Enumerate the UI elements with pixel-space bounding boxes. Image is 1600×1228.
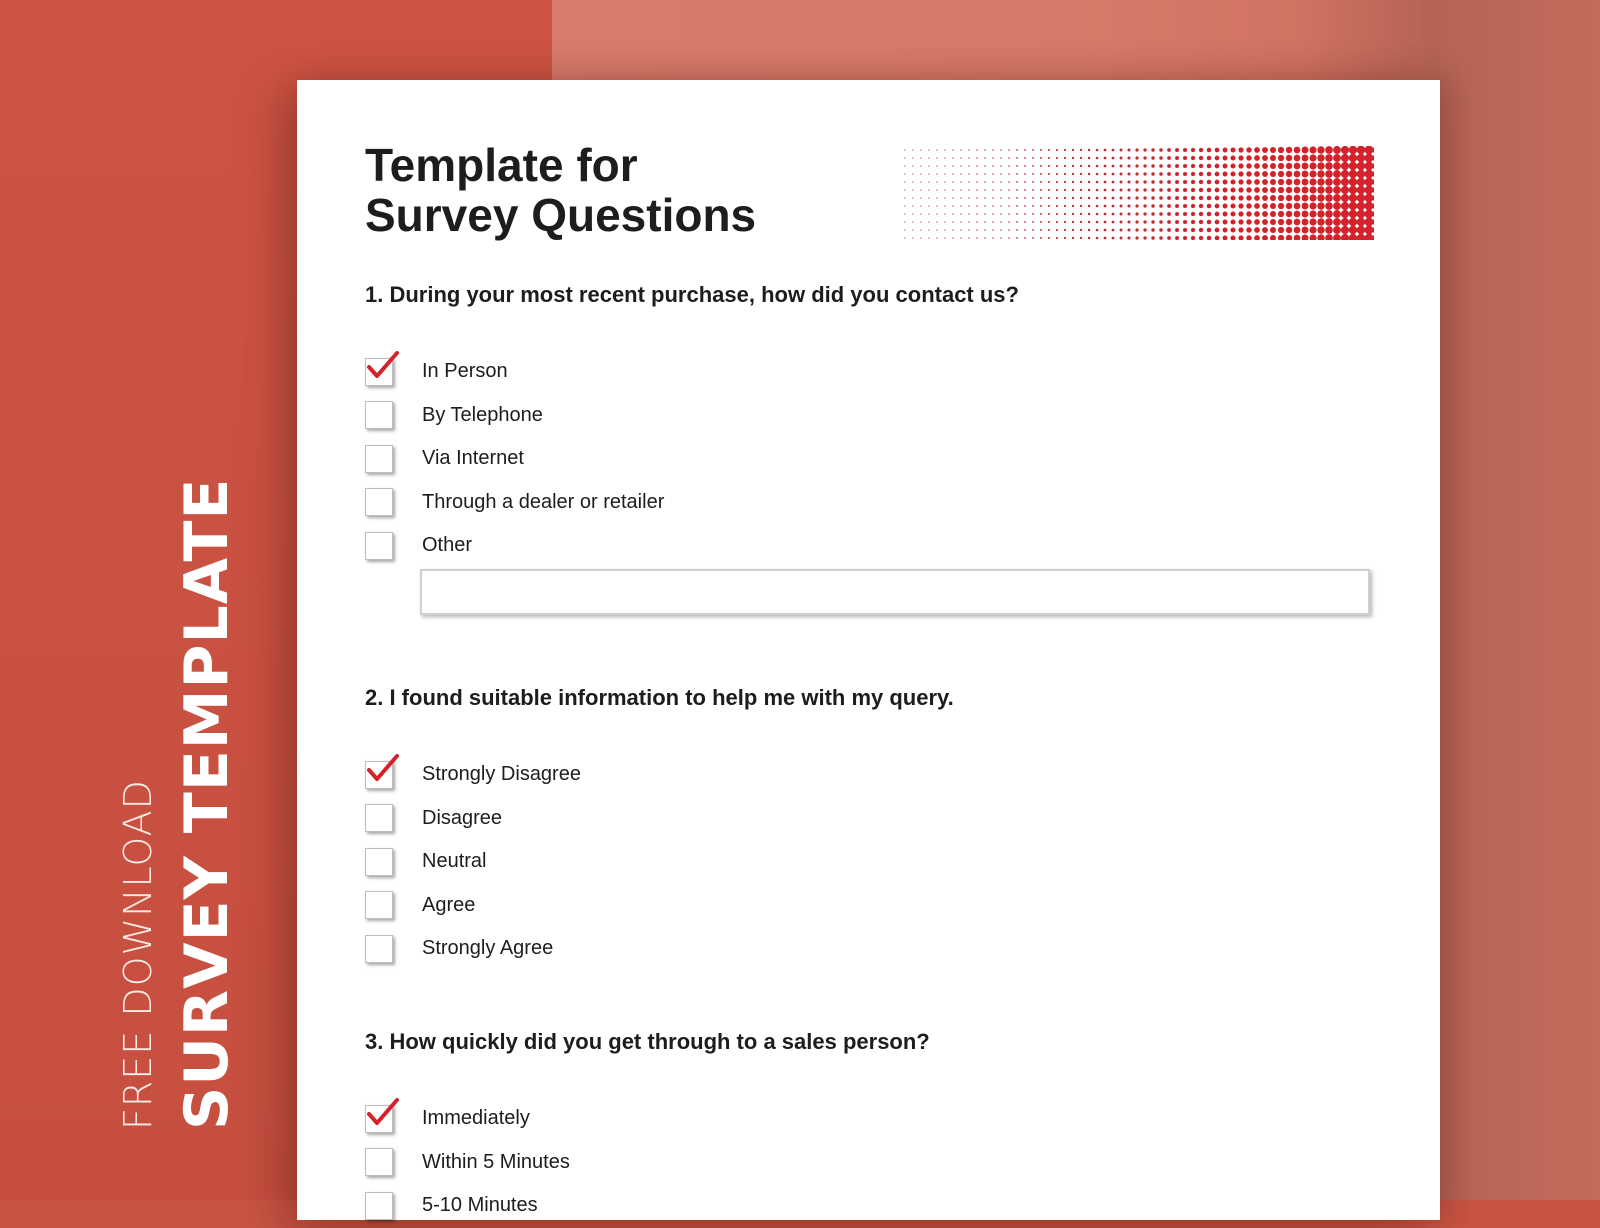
- side-banner: [60, 0, 320, 1130]
- question-3: 3. How quickly did you get through to a sales person?: [365, 1029, 930, 1054]
- option-neutral[interactable]: [365, 840, 581, 884]
- checkbox[interactable]: [365, 1148, 393, 1176]
- option-label: Via Internet: [422, 447, 524, 470]
- option-agree[interactable]: [365, 884, 581, 928]
- document-title: [365, 140, 756, 240]
- checkbox[interactable]: [365, 1192, 393, 1220]
- option-label: Other: [422, 534, 473, 557]
- option-other[interactable]: [365, 524, 664, 568]
- checkbox[interactable]: [365, 1105, 393, 1133]
- checkbox[interactable]: [365, 488, 393, 516]
- question-2-options: [365, 753, 581, 971]
- question-3-options: [365, 1097, 570, 1228]
- checkbox[interactable]: [365, 761, 393, 789]
- question-2: 2. I found suitable information to help me with my query.: [365, 685, 954, 710]
- option-label: Within 5 Minutes: [422, 1150, 570, 1173]
- checkbox[interactable]: [365, 891, 393, 919]
- side-banner-subtitle: FREE DOWNLOAD: [116, 779, 160, 1130]
- option-by-telephone[interactable]: [365, 394, 664, 438]
- checkbox[interactable]: [365, 401, 393, 429]
- option-via-internet[interactable]: [365, 437, 664, 481]
- halftone-dots-graphic: [897, 146, 1374, 240]
- option-label: 5-10 Minutes: [422, 1194, 538, 1217]
- option-dealer-retailer[interactable]: [365, 481, 664, 525]
- option-in-person[interactable]: [365, 350, 664, 394]
- option-label: Through a dealer or retailer: [422, 490, 665, 513]
- checkmark-icon: [364, 1096, 402, 1130]
- option-label: Neutral: [422, 850, 487, 873]
- checkbox[interactable]: [365, 532, 393, 560]
- checkbox[interactable]: [365, 804, 393, 832]
- checkbox[interactable]: [365, 935, 393, 963]
- checkmark-icon: [364, 349, 402, 383]
- option-strongly-disagree[interactable]: [365, 753, 581, 797]
- option-label: Strongly Disagree: [422, 763, 581, 786]
- document-title-line1: Template for: [365, 139, 638, 191]
- option-label: Immediately: [422, 1107, 530, 1130]
- checkbox[interactable]: [365, 358, 393, 386]
- question-1: 1. During your most recent purchase, how did you contact us?: [365, 282, 1019, 307]
- option-label: By Telephone: [422, 403, 543, 426]
- document-title-line2: Survey Questions: [365, 189, 757, 241]
- other-text-field[interactable]: [420, 569, 1370, 615]
- option-label: Agree: [422, 893, 476, 916]
- option-5-10-minutes[interactable]: [365, 1184, 570, 1228]
- option-within-5-minutes[interactable]: [365, 1141, 570, 1185]
- checkmark-icon: [364, 752, 402, 786]
- question-1-options: [365, 350, 664, 568]
- option-strongly-agree[interactable]: [365, 927, 581, 971]
- checkbox[interactable]: [365, 445, 393, 473]
- option-disagree[interactable]: [365, 797, 581, 841]
- option-label: Strongly Agree: [422, 937, 554, 960]
- option-immediately[interactable]: [365, 1097, 570, 1141]
- checkbox[interactable]: [365, 848, 393, 876]
- survey-document: [297, 80, 1440, 1220]
- side-banner-title: SURVEY TEMPLATE: [172, 477, 242, 1130]
- option-label: In Person: [422, 360, 508, 383]
- option-label: Disagree: [422, 806, 503, 829]
